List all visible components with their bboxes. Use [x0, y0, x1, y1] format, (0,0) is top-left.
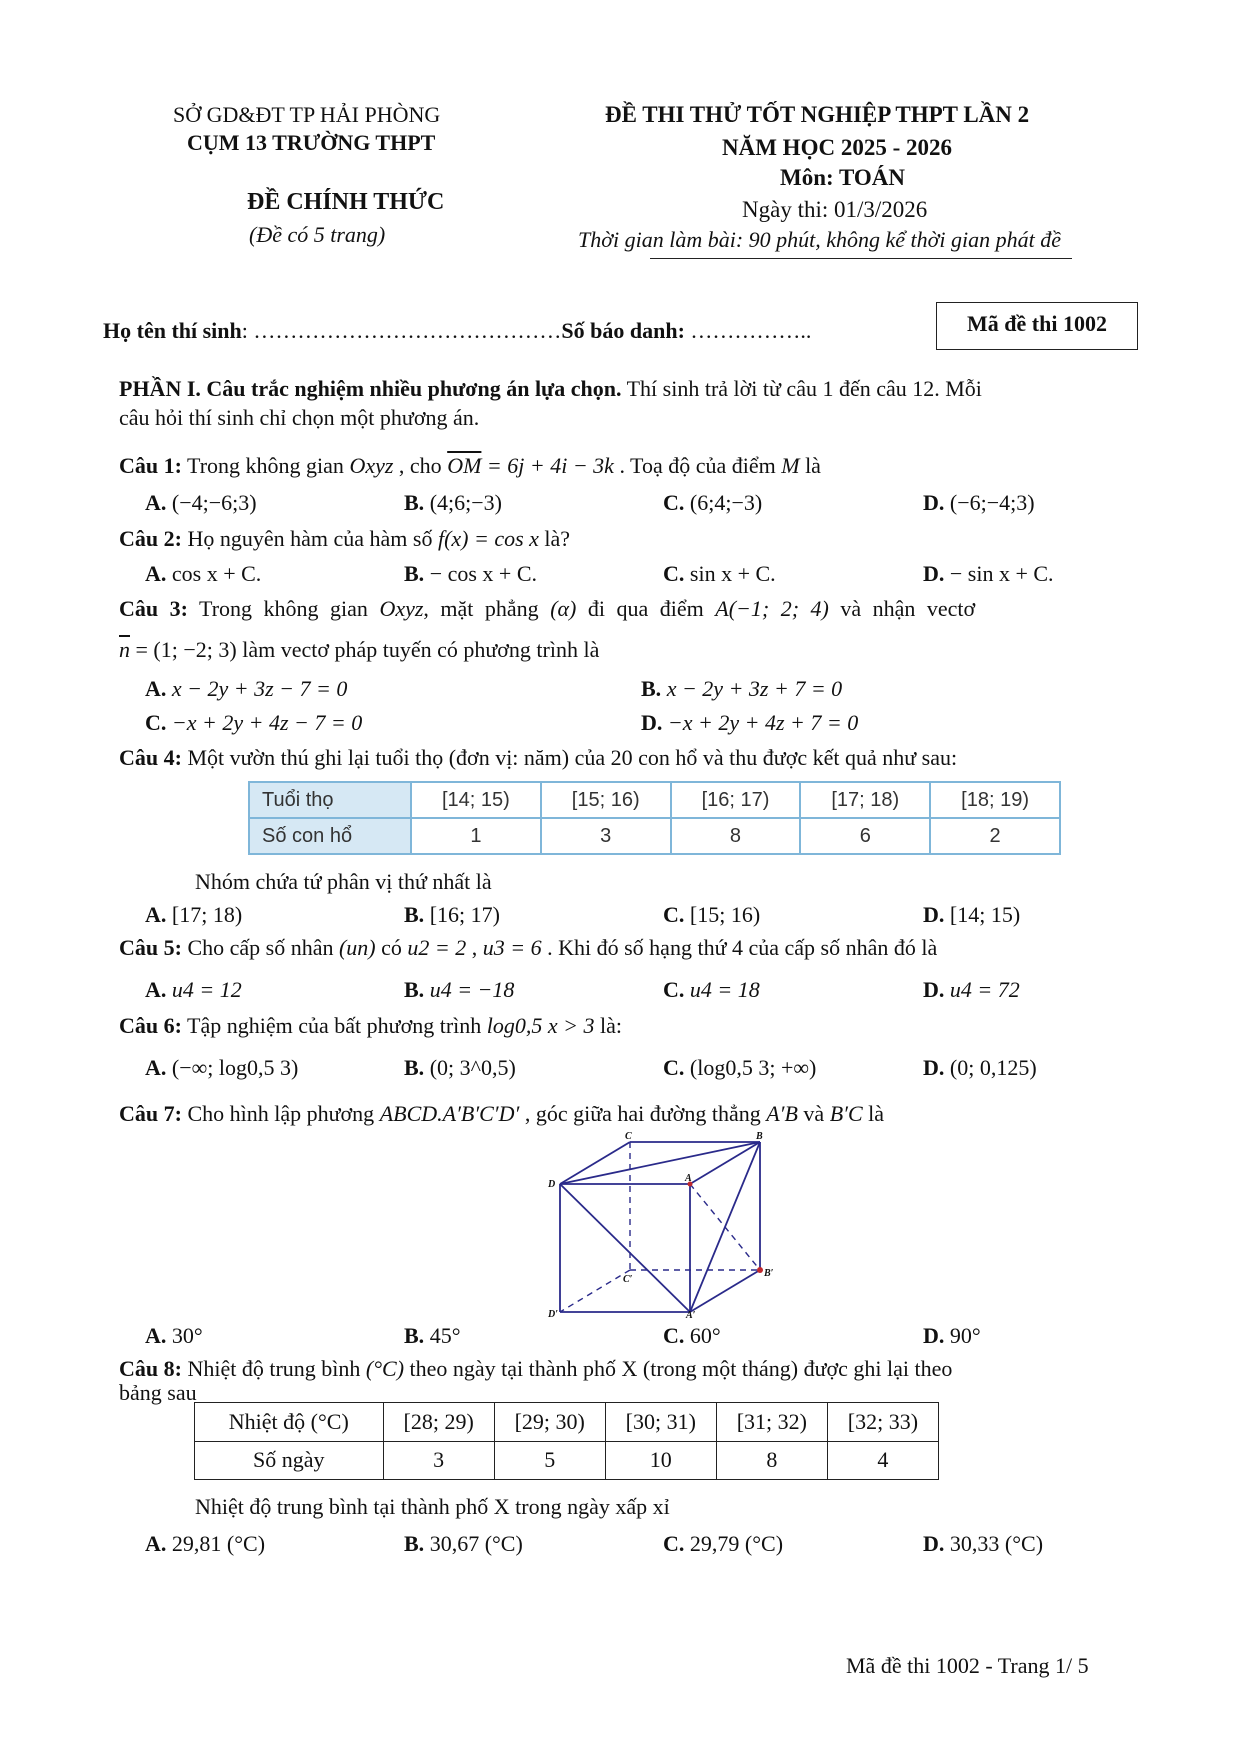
q8-group: [31; 32) [716, 1403, 827, 1442]
q4-option-c[interactable] [663, 902, 760, 928]
q2-option-c[interactable] [663, 561, 776, 587]
q4-text: Một vườn thú ghi lại tuổi thọ (đơn vị: năm) của 20 con hổ và thu được kết quả như sau: [181, 745, 958, 770]
q6-option-d-key: D. [923, 1055, 945, 1080]
q7-option-b-key: B. [404, 1323, 425, 1348]
q8-option-d-value: 30,33 (°C) [949, 1531, 1044, 1556]
q8-line2: bảng sau [119, 1380, 197, 1405]
part1-instruction-a: Thí sinh trả lời từ câu 1 đến câu 12. Mỗi [621, 376, 982, 401]
q1-space: Oxyz [349, 453, 394, 478]
q7-option-a-key: A. [145, 1323, 167, 1348]
q3-option-b[interactable] [641, 676, 842, 702]
q5-u3: u3 = 6 [482, 935, 542, 960]
q1-text-c: . Toạ độ của điểm [613, 453, 782, 478]
q1-option-d-value: (−6;−4;3) [949, 490, 1035, 515]
q5-option-a-value: u4 = 12 [171, 977, 242, 1002]
q2-option-d[interactable] [923, 561, 1054, 587]
q4-option-d-key: D. [923, 902, 945, 927]
q4-row1-head: Tuổi thọ [249, 782, 411, 818]
q6-inequality: log0,5 x > 3 [486, 1013, 595, 1038]
q7-option-c-key: C. [663, 1323, 685, 1348]
table-row [195, 1441, 939, 1480]
q3-option-c-key: C. [145, 710, 167, 735]
q6-text-b: là: [594, 1013, 622, 1038]
q4-count: 1 [411, 818, 541, 854]
q4-group: [17; 18) [800, 782, 930, 818]
q7-option-d-key: D. [923, 1323, 945, 1348]
q8-option-d[interactable] [923, 1531, 1043, 1557]
q3-option-b-value: x − 2y + 3z + 7 = 0 [666, 676, 843, 701]
cube-hidden-edge [560, 1270, 630, 1312]
q8-option-b[interactable] [404, 1531, 523, 1557]
cube-label: D [548, 1179, 556, 1190]
q4-option-d[interactable] [923, 902, 1020, 928]
q3-label: Câu 3: [119, 596, 188, 621]
q8-label: Câu 8: [119, 1356, 182, 1381]
q4-count: 6 [800, 818, 930, 854]
q4-count: 2 [930, 818, 1060, 854]
q3-plane: (α) [550, 596, 577, 621]
q4-label: Câu 4: [119, 745, 182, 770]
q2-option-a-key: A. [145, 561, 167, 586]
q5-option-d-key: D. [923, 977, 945, 1002]
q8-option-c-value: 29,79 (°C) [689, 1531, 784, 1556]
q3-point: A(−1; 2; 4) [715, 596, 829, 621]
q3-option-d[interactable] [641, 710, 858, 736]
cube-diagonal [560, 1184, 690, 1312]
q8-option-a-value: 29,81 (°C) [171, 1531, 266, 1556]
question-4 [119, 745, 957, 771]
q3-line2 [119, 637, 599, 663]
q3-normal-eq: = (1; −2; 3) [130, 637, 237, 662]
q2-text-b: là? [538, 526, 571, 551]
q4-option-b-key: B. [404, 902, 425, 927]
page-footer: Mã đề thi 1002 - Trang 1/ 5 [846, 1653, 1089, 1678]
cube-diagonal [560, 1142, 760, 1184]
q1-label: Câu 1: [119, 453, 182, 478]
official-label: ĐỀ CHÍNH THỨC [247, 189, 445, 215]
q2-option-d-value: − sin x + C. [949, 561, 1054, 586]
q8-unit: (°C) [365, 1356, 405, 1381]
exam-date: Ngày thi: 01/3/2026 [742, 197, 928, 222]
q8-count: 8 [716, 1441, 827, 1480]
q8-option-b-key: B. [404, 1531, 425, 1556]
q7-text-c: là [862, 1101, 885, 1126]
q6-option-a[interactable] [145, 1055, 298, 1081]
q5-sep: , [466, 935, 483, 960]
q5-option-c[interactable] [663, 977, 760, 1003]
q2-label: Câu 2: [119, 526, 182, 551]
q1-equation: = 6j + 4i − 3k [481, 453, 614, 478]
exam-duration: Thời gian làm bài: 90 phút, không kể thời gian phát đề [578, 227, 1062, 252]
q1-option-b-key: B. [404, 490, 425, 515]
q5-text-c: . Khi đó số hạng thứ 4 của cấp số nhân đó là [541, 935, 938, 960]
q4-option-d-value: [14; 15) [944, 902, 1021, 927]
q8-count: 5 [494, 1441, 605, 1480]
q8-row1-head: Nhiệt độ (°C) [195, 1403, 384, 1442]
q1-option-a-key: A. [145, 490, 167, 515]
q4-group: [15; 16) [541, 782, 671, 818]
q3-option-d-value: −x + 2y + 4z + 7 = 0 [667, 710, 859, 735]
q1-option-a[interactable] [145, 490, 257, 516]
q8-option-c-key: C. [663, 1531, 685, 1556]
q3-option-a-value: x − 2y + 3z − 7 = 0 [171, 676, 348, 701]
cube-hidden-diagonal [690, 1184, 760, 1270]
q5-option-b-key: B. [404, 977, 425, 1002]
q3-option-c[interactable] [145, 710, 362, 736]
q6-option-c[interactable] [663, 1055, 816, 1081]
q6-option-d-value: (0; 0,125) [949, 1055, 1037, 1080]
cube-label: D′ [548, 1309, 559, 1318]
q1-option-b[interactable] [404, 490, 502, 516]
q3-option-a-key: A. [145, 676, 167, 701]
q7-option-c[interactable] [663, 1323, 721, 1349]
part1-line1 [119, 376, 982, 402]
q5-text-b: có [375, 935, 408, 960]
table-row [249, 818, 1060, 854]
table-row [249, 782, 1060, 818]
q7-option-b-value: 45° [429, 1323, 461, 1348]
q7-cube: ABCD.A′B′C′D′ [379, 1101, 520, 1126]
q6-option-c-key: C. [663, 1055, 685, 1080]
q6-label: Câu 6: [119, 1013, 182, 1038]
q8-prompt: Nhiệt độ trung bình tại thành phố X trong ngày xấp xỉ [195, 1494, 670, 1519]
q6-option-d[interactable] [923, 1055, 1037, 1081]
cube-label: A [685, 1173, 692, 1184]
q6-option-b-value: (0; 3^0,5) [429, 1055, 516, 1080]
q3-space: Oxyz [379, 596, 424, 621]
q8-count: 10 [605, 1441, 716, 1480]
q8-option-b-value: 30,67 (°C) [429, 1531, 523, 1556]
q1-option-c-value: (6;4;−3) [689, 490, 763, 515]
q3-text-d: và nhận vectơ [828, 596, 976, 621]
q1-text-d: là [799, 453, 821, 478]
cube-edge [560, 1142, 630, 1184]
q3-text-a: Trong không gian [187, 596, 380, 621]
subject: Môn: TOÁN [780, 165, 906, 190]
cube-label: B′ [764, 1268, 774, 1279]
exam-code-box: Mã đề thi 1002 [936, 302, 1138, 350]
q8-group: [28; 29) [383, 1403, 494, 1442]
q4-count: 3 [541, 818, 671, 854]
exam-title: ĐỀ THI THỬ TỐT NGHIỆP THPT LẦN 2 [605, 102, 1030, 127]
q1-option-c-key: C. [663, 490, 685, 515]
q8-table [194, 1402, 939, 1480]
q8-group: [29; 30) [494, 1403, 605, 1442]
q3-normal-vector: $\overline{n}$ [119, 637, 130, 662]
q4-option-a-key: A. [145, 902, 167, 927]
q8-text-a: Nhiệt độ trung bình [181, 1356, 366, 1381]
q7-option-a-value: 30° [171, 1323, 203, 1348]
q4-option-c-value: [15; 16) [684, 902, 761, 927]
q8-option-d-key: D. [923, 1531, 945, 1556]
cube-vertex-dot [757, 1267, 763, 1273]
q4-option-b[interactable] [404, 902, 500, 928]
q8-group: [32; 33) [827, 1403, 938, 1442]
q2-option-c-value: sin x + C. [689, 561, 776, 586]
q2-option-d-key: D. [923, 561, 945, 586]
q5-option-a[interactable] [145, 977, 242, 1003]
q7-line1: A′B [766, 1101, 798, 1126]
q8-row2-head: Số ngày [195, 1441, 384, 1480]
q4-group: [18; 19) [930, 782, 1060, 818]
candidate-id-label: Số báo danh: [561, 318, 685, 343]
cube-label: A′ [686, 1310, 696, 1318]
q1-option-a-value: (−4;−6;3) [171, 490, 257, 515]
q5-option-c-key: C. [663, 977, 685, 1002]
q1-option-d[interactable] [923, 490, 1035, 516]
candidate-id-dots: …………….. [684, 318, 812, 343]
q3-text-c: đi qua điểm [576, 596, 716, 621]
question-2 [119, 526, 570, 552]
q2-option-c-key: C. [663, 561, 685, 586]
q3-text-b: , mặt phẳng [423, 596, 551, 621]
q7-option-d[interactable] [923, 1323, 981, 1349]
q3-option-b-key: B. [641, 676, 662, 701]
cube-figure [540, 1132, 780, 1318]
q5-option-b[interactable] [404, 977, 514, 1003]
question-5 [119, 935, 937, 961]
table-row [195, 1403, 939, 1442]
q5-u2: u2 = 2 [407, 935, 467, 960]
q2-option-a[interactable] [145, 561, 261, 587]
q2-option-b-value: − cos x + C. [429, 561, 538, 586]
part1-instruction-b: câu hỏi thí sinh chỉ chọn một phương án. [119, 405, 480, 430]
pages-note: (Đề có 5 trang) [249, 222, 386, 247]
q6-text-a: Tập nghiệm của bất phương trình [181, 1013, 487, 1038]
q8-count: 3 [383, 1441, 494, 1480]
q2-option-b[interactable] [404, 561, 537, 587]
q5-option-c-value: u4 = 18 [689, 977, 760, 1002]
q2-function: f(x) = cos x [437, 526, 539, 551]
q1-point: M [781, 453, 800, 478]
q8-group: [30; 31) [605, 1403, 716, 1442]
q7-and: và [797, 1101, 830, 1126]
q5-option-d-value: u4 = 72 [949, 977, 1020, 1002]
q5-option-d[interactable] [923, 977, 1020, 1003]
candidate-name-dots: : …………………………………… [241, 318, 562, 343]
cube-label: C′ [623, 1274, 633, 1285]
q3-line2-text: làm vectơ pháp tuyến có phương trình là [236, 637, 600, 662]
q5-option-b-value: u4 = −18 [429, 977, 515, 1002]
department-name: SỞ GD&ĐT TP HẢI PHÒNG [173, 102, 441, 127]
q4-table [248, 781, 1061, 855]
q3-option-c-value: −x + 2y + 4z − 7 = 0 [171, 710, 363, 735]
q2-option-a-value: cos x + C. [171, 561, 262, 586]
q4-option-a-value: [17; 18) [166, 902, 243, 927]
q6-option-a-value: (−∞; log0,5 3) [171, 1055, 299, 1080]
q8-count: 4 [827, 1441, 938, 1480]
q8-option-c[interactable] [663, 1531, 783, 1557]
cluster-name: CỤM 13 TRƯỜNG THPT [187, 130, 436, 155]
header-underline [650, 258, 1072, 259]
question-3 [119, 596, 1119, 622]
q4-group: [14; 15) [411, 782, 541, 818]
q6-option-b[interactable] [404, 1055, 516, 1081]
q6-option-a-key: A. [145, 1055, 167, 1080]
question-8 [119, 1356, 952, 1382]
q7-option-a[interactable] [145, 1323, 203, 1349]
part1-title: PHẦN I. Câu trắc nghiệm nhiều phương án lựa chọn. [119, 376, 622, 401]
q1-vector: $\overline{OM}$ [447, 453, 482, 478]
q6-option-b-key: B. [404, 1055, 425, 1080]
q4-option-c-key: C. [663, 902, 685, 927]
q4-group: [16; 17) [671, 782, 801, 818]
school-year: NĂM HỌC 2025 - 2026 [722, 135, 952, 160]
q6-option-c-value: (log0,5 3; +∞) [689, 1055, 817, 1080]
q7-option-d-value: 90° [949, 1323, 981, 1348]
q3-option-d-key: D. [641, 710, 663, 735]
candidate-name-label: Họ tên thí sinh [103, 318, 242, 343]
q3-option-a[interactable] [145, 676, 347, 702]
q7-label: Câu 7: [119, 1101, 182, 1126]
q7-option-c-value: 60° [689, 1323, 721, 1348]
q7-line2: B′C [829, 1101, 863, 1126]
candidate-line [103, 318, 811, 344]
q1-option-c[interactable] [663, 490, 762, 516]
q5-label: Câu 5: [119, 935, 182, 960]
q2-text-a: Họ nguyên hàm của hàm số [181, 526, 438, 551]
q7-text-b: , góc giữa hai đường thẳng [519, 1101, 767, 1126]
q8-option-a-key: A. [145, 1531, 167, 1556]
q4-count: 8 [671, 818, 801, 854]
question-6 [119, 1013, 622, 1039]
q4-option-a[interactable] [145, 902, 242, 928]
q5-option-a-key: A. [145, 977, 167, 1002]
cube-label: B [756, 1132, 763, 1142]
q4-option-b-value: [16; 17) [424, 902, 500, 927]
q8-option-a[interactable] [145, 1531, 265, 1557]
cube-edge [690, 1270, 760, 1312]
q7-option-b[interactable] [404, 1323, 461, 1349]
q1-option-d-key: D. [923, 490, 945, 515]
q8-text-b: theo ngày tại thành phố X (trong một tháng) được ghi lại theo [404, 1356, 953, 1381]
cube-label: C [625, 1132, 632, 1142]
question-7 [119, 1101, 884, 1127]
q4-prompt: Nhóm chứa tứ phân vị thứ nhất là [195, 869, 492, 894]
question-1 [119, 453, 821, 479]
q2-option-b-key: B. [404, 561, 425, 586]
q1-text-a: Trong không gian [181, 453, 350, 478]
q7-text-a: Cho hình lập phương [181, 1101, 380, 1126]
q5-text-a: Cho cấp số nhân [181, 935, 339, 960]
q5-sequence: (un) [338, 935, 376, 960]
cube-edge [690, 1142, 760, 1184]
q1-text-b: , cho [393, 453, 448, 478]
q1-option-b-value: (4;6;−3) [429, 490, 502, 515]
q4-row2-head: Số con hổ [249, 818, 411, 854]
